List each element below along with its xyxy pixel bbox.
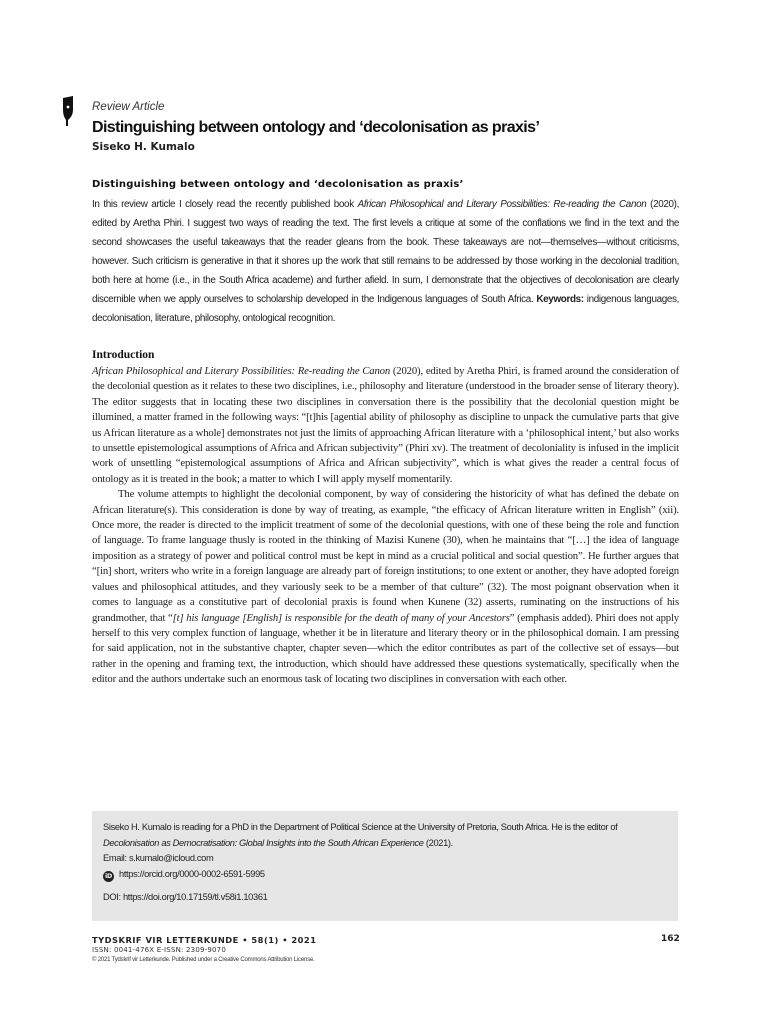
introduction-heading: Introduction — [92, 349, 155, 361]
journal-logo-icon — [62, 96, 74, 126]
author-email[interactable]: Email: s.kumalo@icloud.com — [103, 853, 214, 863]
issn: ISSN: 0041-476X E-ISSN: 2309-9070 — [92, 946, 226, 954]
orcid-link[interactable]: https://orcid.org/0000-0002-6591-5995 — [119, 868, 265, 879]
abstract-book-title: African Philosophical and Literary Possibilities: Re-reading the Canon — [357, 199, 647, 210]
journal-citation: TYDSKRIF VIR LETTERKUNDE • 58(1) • 2021 — [92, 935, 317, 945]
doi-link[interactable]: DOI: https://doi.org/10.17159/tl.v58i1.10361 — [103, 892, 268, 902]
keywords: indigenous languages, decolonisation, literature, philosophy, ontological recognition. — [92, 294, 679, 324]
keywords-label: Keywords: — [536, 294, 584, 305]
license: © 2021 Tydskrif vir Letterkunde. Published under a Creative Commons Attribution License. — [92, 957, 315, 963]
quote-italic: [t] his language [English] is responsible for the death of many of your Ancestors — [172, 611, 510, 624]
author-name: Siseko H. Kumalo — [92, 141, 195, 153]
book-title: African Philosophical and Literary Possibilities: Re-reading the Canon — [92, 365, 391, 377]
author-bio-box — [92, 811, 678, 921]
article-title: Distinguishing between ontology and ‘decolonisation as praxis’ — [92, 119, 540, 136]
page-number: 162 — [661, 934, 680, 944]
introduction-body — [92, 364, 679, 688]
paragraph-2: The volume attempts to highlight the decolonial component, by way of considering the historicity of what has defined the debate on African literature(s). This consideration is done by way of treating, as example, “the efficacy of African literature written in English” (xii). Once more, the reader is directed to the implicit treatment of some of the decolonial questions, with one of these being the role and function of language. To frame language thusly is rooted in the thinking of Mazisi Kunene (30), when he maintains that “[…] the idea of language imposition as a strategy of power and political control must be kept in mind as a crucial political and social question”. He further argues that “[in] short, writers who write in a foreign language are already part of foreign institutions; to one extent or another, they have adopted foreign values and philosophical attitudes, and they variously seek to be a member of that culture” (32). The most poignant observation when it comes to language as a constitutive part of decolonial praxis is found when Kunene (32) asserts, ruminating on the instructions of his grandmother, that “[t] his language [English] is responsible for the death of many of your Ancestors” (emphasis added). Phiri does not apply herself to this very complex function of language, whether it be in literature and literary theory or in the philosophical domain. I am pressing for said application, not in the substantive chapter, chapter seven—which the editor contributes as part of the collective set of essays—but rather in the opening and framing text, the introduction, which should have addressed these questions systematically, specifically when the editor and the authors undertake such an enormous task of locating two disciplines in conversation with each other. — [92, 488, 679, 686]
abstract-text: In this review article I closely read the recently published book African Philosophical and Literary Possibilities: Re-reading the Canon (2020), edited by Aretha Phiri. I suggest two ways of reading the text. The first levels a critique at some of the conflations we find in the text and the second showcases the useful takeaways that the reader gleans from the book. These takeaways are not—themselves—without criticisms, however. Such criticism is generative in that it shores up the work that still remains to be addressed by those working in the decolonial tradition, both here at home (i.e., in the South Africa academe) and further afield. In sum, I demonstrate that the objectives of decolonisation are clearly discernible when we apply ourselves to scholarship developed in the Indigenous languages of South Africa. Keywords: indigenous languages, decolonisation, literature, philosophy, ontological recognition. — [92, 199, 680, 324]
article-type: Review Article — [92, 101, 165, 113]
bio-book-title: Decolonisation as Democratisation: Global Insights into the South African Experience — [103, 837, 424, 848]
abstract-heading: Distinguishing between ontology and ‘decolonisation as praxis’ — [92, 179, 464, 190]
orcid-icon: iD — [103, 871, 114, 882]
paragraph-1: African Philosophical and Literary Possibilities: Re-reading the Canon (2020), edited by Aretha Phiri, is framed around the consideration of the decolonial question as it relates to these two disciplines, i.e., philosophy and literature (understood in the broader sense of literary theory). The editor suggests that in locating these two disciplines in conversation there is the possibility that the decolonial question might be illumined, a matter framed in the following ways: “[t]his [agential ability of philosophy as discipline to unpack the cumulative parts that give us African literature as a whole] demonstrates not just the limits of approaching African literature with a ‘philosophical intent,’ but also works to unsettle epistemological assumptions of Africa and African subjectivity” (Phiri xv). The treatment of decoloniality is infused in the implicit work of unsettling “epistemological assumptions of Africa and African subjectivity”, which is what gives the reader a central focus of ontology as it is treated in the book; a matter to which I will apply myself momentarily. — [92, 365, 680, 485]
author-bio: Siseko H. Kumalo is reading for a PhD in the Department of Political Science at the University of Pretoria, South Africa. He is the editor of Decolonisation as Democratisation: Global Insights into the South African Experience (2021). — [103, 822, 618, 848]
